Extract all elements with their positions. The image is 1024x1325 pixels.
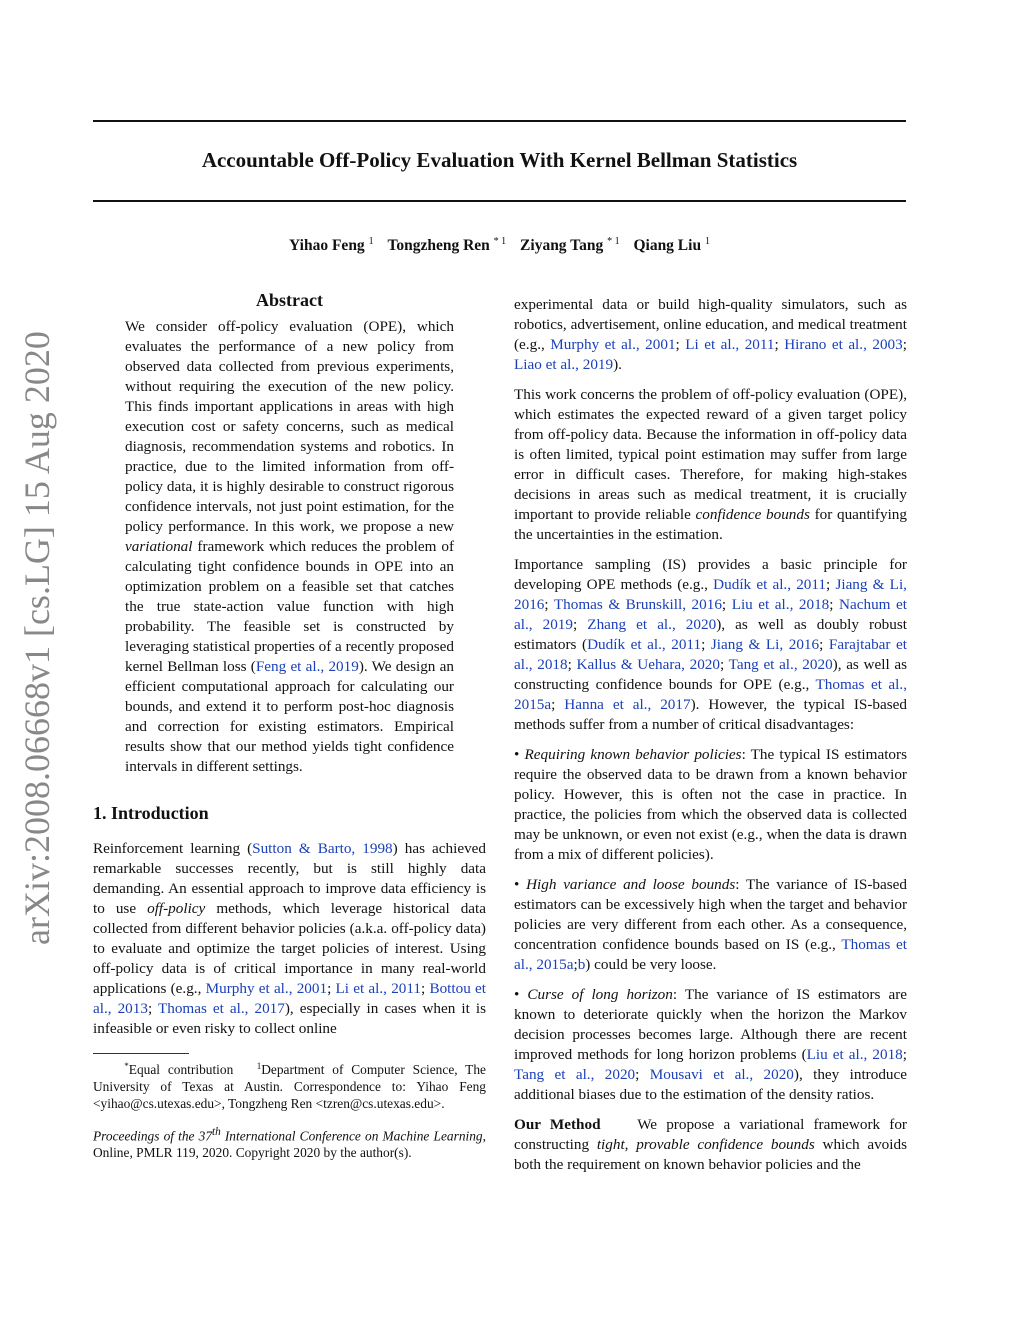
bullet-icon: •: [514, 986, 520, 1003]
citation-link[interactable]: Liao et al., 2019: [514, 356, 614, 373]
citation-link[interactable]: Murphy et al., 2001: [205, 980, 328, 997]
citation-link[interactable]: Thomas et al., 2015a: [514, 676, 907, 713]
citation-link[interactable]: Jiang & Li, 2016: [514, 576, 907, 613]
our-method-heading: Our Method: [514, 1116, 601, 1133]
citation-link[interactable]: Li et al., 2011: [685, 336, 775, 353]
top-rule: [93, 120, 906, 122]
citation-link[interactable]: Dudík et al., 2011: [713, 576, 827, 593]
author: Yihao Feng $^1$: [289, 236, 374, 254]
paragraph: Importance sampling (IS) provides a basic principle for developing OPE methods (e.g., Dudík et al., 2011; Jiang & Li, 2016; Thomas & Brunskill, 2016; Liu et al., 2018; Nachum et al., 2019; Zhang et al., 2020), as well as doubly robust estimators (Dudík et al., 2011; Jiang & Li, 2016; Farajtabar et al., 2018; Kallus & Uehara, 2020; Tang et al., 2020), as well as constructing confidence bounds for OPE (e.g., Thomas et al., 2015a; Hanna et al., 2017). However, the typical IS-based methods suffer from a number of critical disadvantages:: [514, 556, 907, 733]
citation-link[interactable]: Murphy et al., 2001: [550, 336, 676, 353]
footnote-rule: [93, 1053, 189, 1054]
bullet-item: • Requiring known behavior policies: The typical IS estimators require the observed data to be drawn from a known behavior policy. However, this is often not the case in practice. In practice, the policies from which the observed data is collected may be unknown, or even not exist (e.g., when the data is drawn from a mix of different policies).: [514, 746, 907, 863]
author-list: [93, 236, 906, 255]
citation-link[interactable]: Feng et al., 2019: [255, 658, 359, 675]
left-column: [93, 290, 486, 1161]
citation-link[interactable]: Thomas et al., 2017: [157, 1000, 285, 1017]
bullet-item: • Curse of long horizon: The variance of IS estimators are known to deteriorate quickly when the horizon the Markov decision processes becomes large. Although there are recent improved methods for long horizon problems (Liu et al., 2018; Tang et al., 2020; Mousavi et al., 2020), they introduce additional biases due to the estimation of the density ratios.: [514, 986, 908, 1103]
paragraph: This work concerns the problem of off-policy evaluation (OPE), which estimates the expected reward of a given target policy from off-policy data. Because the information in off-policy data is often limited, typical point estimation may suffer from large error in difficult cases. Therefore, for making high-stakes decisions in areas such as medical treatment, it is crucially important to provide reliable confidence bounds for quantifying the uncertainties in the estimation.: [514, 386, 907, 543]
citation-link[interactable]: Bottou et al., 2013: [93, 980, 486, 1017]
citation-link[interactable]: Jiang & Li, 2016: [710, 636, 820, 653]
author: Ziyang Tang $^{* 1}$: [520, 236, 620, 254]
citation-link[interactable]: Thomas & Brunskill, 2016: [553, 596, 722, 613]
citation-link[interactable]: Tang et al., 2020: [728, 656, 833, 673]
citation-link[interactable]: Hirano et al., 2003: [784, 336, 903, 353]
section-heading-introduction: 1. Introduction: [93, 803, 209, 823]
right-column: [514, 295, 907, 1175]
bullet-icon: •: [514, 746, 520, 763]
our-method-paragraph: Our Method We propose a variational framework for constructing tight, provable confidence bounds which avoids both the requirement on known behavior policies and the: [514, 1116, 907, 1173]
abstract-heading: Abstract: [256, 290, 323, 310]
citation-link[interactable]: Tang et al., 2020: [514, 1066, 636, 1083]
arxiv-identifier: arXiv:2008.06668v1 [cs.LG] 15 Aug 2020: [17, 331, 57, 945]
title-bottom-rule: [93, 200, 906, 202]
proceedings-note: Proceedings of the 37th International Conference on Machine Learning, Online, PMLR 119, 2020. Copyright 2020 by the author(s).: [93, 1126, 486, 1161]
citation-link[interactable]: Nachum et al., 2019: [514, 596, 907, 633]
citation-link[interactable]: Hanna et al., 2017: [564, 696, 691, 713]
citation-link[interactable]: Thomas et al., 2015a: [514, 936, 907, 973]
citation-link[interactable]: Kallus & Uehara, 2020: [576, 656, 720, 673]
paragraph: experimental data or build high-quality simulators, such as robotics, advertisement, online education, and medical treatment (e.g., Murphy et al., 2001; Li et al., 2011; Hirano et al., 2003; Liao et al., 2019).: [514, 296, 907, 373]
intro-paragraph: Reinforcement learning (Sutton & Barto, 1998) has achieved remarkable successes recently, but is still highly data demanding. An essential approach to improve data efficiency is to use off-policy methods, which leverage historical data collected from different behavior policies (a.k.a. off-policy data) to evaluate and optimize the target policies of interest. Using off-policy data is of critical importance in many real-world applications (e.g., Murphy et al., 2001; Li et al., 2011; Bottou et al., 2013; Thomas et al., 2017), especially in cases when it is infeasible or even risky to collect online: [93, 840, 486, 1037]
citation-link[interactable]: Liu et al., 2018: [806, 1046, 903, 1063]
citation-link[interactable]: Dudík et al., 2011: [587, 636, 702, 653]
abstract-text: We consider off-policy evaluation (OPE), which evaluates the performance of a new policy from observed data collected from previous experiments, without requiring the execution of the new policy. This finds important applications in areas with high execution cost or safety concerns, such as medical diagnosis, recommendation systems and robotics. In practice, due to the limited information from off-policy data, it is highly desirable to construct rigorous confidence intervals, not just point estimation, for the policy performance. In this work, we propose a new variational framework which reduces the problem of calculating tight confidence bounds in OPE into an optimization problem on a feasible set that catches the true state-action value function with high probability. The feasible set is constructed by leveraging statistical properties of a recently proposed kernel Bellman loss (Feng et al., 2019). We design an efficient computational approach for calculating our bounds, and extend it to perform post-hoc diagnosis and correction for existing estimators. Empirical results show that our method yields tight confidence intervals in different settings.: [125, 318, 454, 775]
footnote: *Equal contribution $^1$Department of Computer Science, The University of Texas at Austin. Correspondence to: Yihao Feng <yihao@cs.utexas.edu>, Tongzheng Ren <tzren@cs.utexas.edu>.: [93, 1061, 486, 1111]
author: Qiang Liu $^1$: [633, 236, 710, 254]
citation-link[interactable]: Zhang et al., 2020: [587, 616, 717, 633]
citation-link[interactable]: Farajtabar et al., 2018: [514, 636, 907, 673]
paper-title: Accountable Off-Policy Evaluation With Kernel Bellman Statistics: [201, 148, 798, 172]
bullet-item: • High variance and loose bounds: The variance of IS-based estimators can be excessively high when the target and behavior policies are very different from each other. As a consequence, concentration confidence bounds based on IS (e.g., Thomas et al., 2015a;b) could be very loose.: [514, 876, 908, 973]
citation-link[interactable]: Li et al., 2011: [335, 980, 422, 997]
citation-link[interactable]: Sutton & Barto, 1998: [252, 840, 393, 857]
citation-link[interactable]: Mousavi et al., 2020: [649, 1066, 794, 1083]
citation-link[interactable]: b: [577, 956, 586, 973]
citation-link[interactable]: Liu et al., 2018: [731, 596, 830, 613]
author: Tongzheng Ren $^{* 1}$: [387, 236, 507, 254]
bullet-icon: •: [514, 876, 520, 893]
